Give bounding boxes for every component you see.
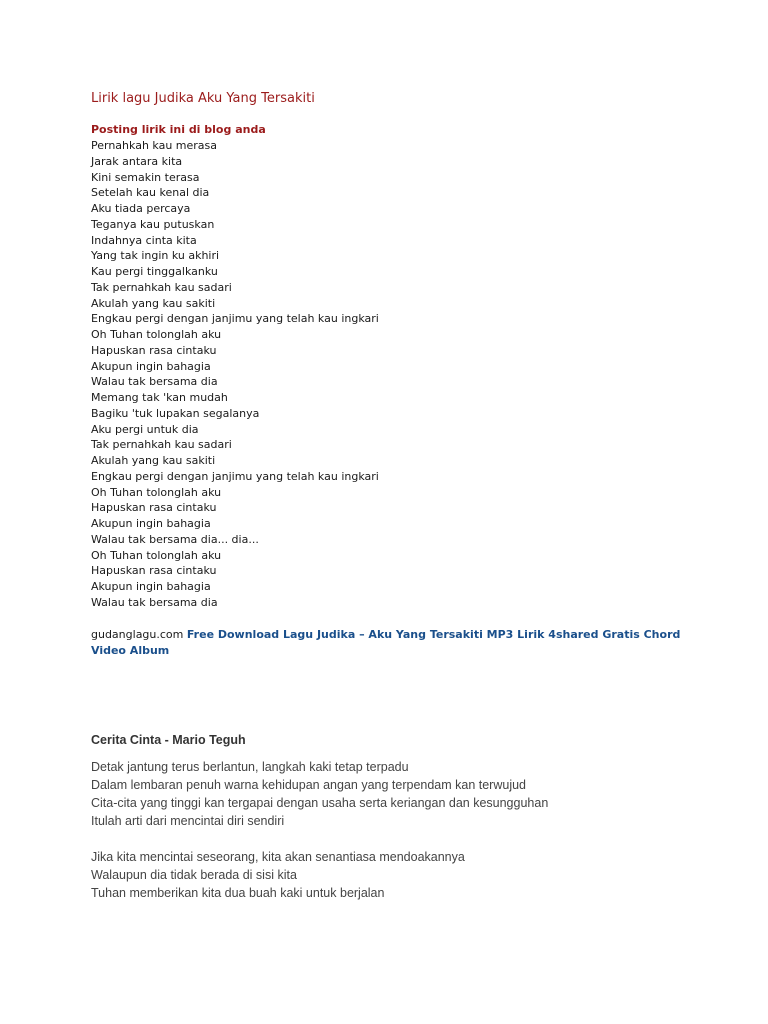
lyric-line: Jarak antara kita xyxy=(91,154,183,168)
lyric-line: Walau tak bersama dia xyxy=(91,375,218,389)
lyric-line: Oh Tuhan tolonglah aku xyxy=(91,485,222,499)
lyric-line: Yang tak ingin ku akhiri xyxy=(91,249,220,263)
lyric-line: Walau tak bersama dia... dia... xyxy=(91,532,259,546)
lyric-line: Akupun ingin bahagia xyxy=(91,517,211,530)
paragraph-line: Jika kita mencintai seseorang, kita akan senantiasa mendoakannya xyxy=(91,850,465,864)
lyric-line: Bagiku 'tuk lupakan segalanya xyxy=(91,406,260,420)
lyric-line: Hapuskan rasa cintaku xyxy=(91,564,217,578)
lyric-line: Tak pernahkah kau sadari xyxy=(91,438,232,452)
lyric-line: Engkau pergi dengan janjimu yang telah kau ingkari xyxy=(91,312,379,326)
lyric-line: Oh Tuhan tolonglah aku xyxy=(91,548,222,562)
source-site: gudanglagu.com xyxy=(91,628,184,641)
lyric-line: Akupun ingin bahagia xyxy=(91,580,211,593)
lyric-line: Kau pergi tinggalkanku xyxy=(91,265,218,278)
paragraph-line: Walaupun dia tidak berada di sisi kita xyxy=(91,868,297,882)
lyric-line: Akulah yang kau sakiti xyxy=(91,454,216,467)
paragraph-line: Itulah arti dari mencintai diri sendiri xyxy=(91,814,285,828)
lyric-line: Walau tak bersama dia xyxy=(91,595,218,609)
lyric-line: Kini semakin terasa xyxy=(91,170,200,184)
lyric-line: Oh Tuhan tolonglah aku xyxy=(91,328,222,341)
lyric-line: Tak pernahkah kau sadari xyxy=(91,280,232,294)
paragraph-1 xyxy=(91,758,548,830)
section-title: Cerita Cinta - Mario Teguh xyxy=(91,733,246,747)
lyric-line: Engkau pergi dengan janjimu yang telah kau ingkari xyxy=(91,469,379,483)
lyric-line: Pernahkah kau merasa xyxy=(91,139,218,152)
lyric-line: Memang tak 'kan mudah xyxy=(91,391,228,404)
lyric-line: Aku tiada percaya xyxy=(91,202,191,215)
lyric-line: Akulah yang kau sakiti xyxy=(91,296,216,310)
download-link[interactable]: Free Download Lagu Judika – Aku Yang Tersakiti MP3 Lirik 4shared Gratis Chord Video Album xyxy=(91,628,681,657)
article-title: Lirik lagu Judika Aku Yang Tersakiti xyxy=(91,91,315,106)
post-to-blog-link[interactable]: Posting lirik ini di blog anda xyxy=(91,123,266,136)
lyric-line: Akupun ingin bahagia xyxy=(91,359,211,373)
paragraph-2 xyxy=(91,848,465,902)
lyric-line: Setelah kau kenal dia xyxy=(91,186,210,200)
lyric-line: Aku pergi untuk dia xyxy=(91,422,199,436)
lyric-line: Hapuskan rasa cintaku xyxy=(91,343,217,357)
lyric-line: Indahnya cinta kita xyxy=(91,233,197,247)
source-credit xyxy=(91,627,691,659)
paragraph-line: Dalam lembaran penuh warna kehidupan angan yang terpendam kan terwujud xyxy=(91,778,527,792)
lyric-line: Hapuskan rasa cintaku xyxy=(91,501,217,515)
lyric-line: Teganya kau putuskan xyxy=(91,217,215,231)
lyrics-list xyxy=(91,138,379,611)
paragraph-line: Cita-cita yang tinggi kan tergapai dengan usaha serta keriangan dan kesungguhan xyxy=(91,796,549,810)
paragraph-line: Tuhan memberikan kita dua buah kaki untuk berjalan xyxy=(91,886,385,900)
paragraph-line: Detak jantung terus berlantun, langkah kaki tetap terpadu xyxy=(91,760,409,774)
